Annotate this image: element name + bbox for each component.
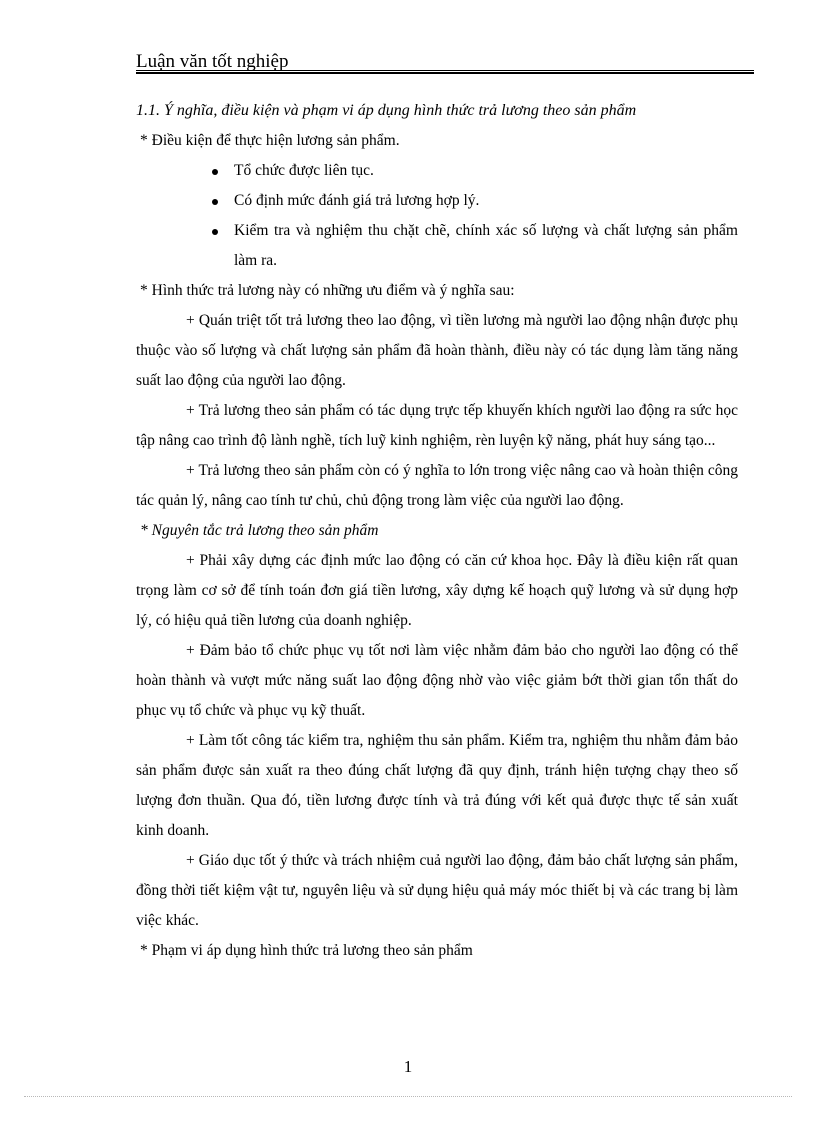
scope-heading: * Phạm vi áp dụng hình thức trả lương theo sản phẩm xyxy=(140,942,473,959)
document-body xyxy=(136,96,738,966)
list-item xyxy=(136,216,738,276)
list-item xyxy=(136,186,738,216)
list-item-text: Có định mức đánh giá trả lương hợp lý. xyxy=(234,192,480,209)
list-item-text: Tổ chức được liên tục. xyxy=(234,162,374,179)
bullet-icon xyxy=(212,199,218,205)
conditions-heading: * Điều kiện để thực hiện lương sản phẩm. xyxy=(140,132,400,149)
section-title: 1.1. Ý nghĩa, điều kiện và phạm vi áp dụng hình thức trả lương theo sản phẩm xyxy=(136,102,637,119)
conditions-list xyxy=(136,156,738,276)
advantages-heading: * Hình thức trả lương này có những ưu điểm và ý nghĩa sau: xyxy=(140,282,515,299)
header-rule-thick xyxy=(136,72,754,74)
principles-heading: * Nguyên tắc trả lương theo sản phẩm xyxy=(140,522,379,539)
header-title: Luận văn tốt nghiệp xyxy=(136,51,289,72)
header-rule-thin xyxy=(136,70,754,71)
page-bottom-border xyxy=(24,1096,792,1097)
principle-paragraph-3: + Làm tốt công tác kiểm tra, nghiệm thu sản phẩm. Kiểm tra, nghiệm thu nhằm đảm bảo sản phẩm được sản xuất ra theo đúng chất lượng đã quy định, tránh hiện tượng chạy theo số lượng đơn thuần. Qua đó, tiền lương được tính và trả đúng với kết quả được thực tế sản xuất kinh doanh. xyxy=(136,732,738,839)
bullet-icon xyxy=(212,169,218,175)
advantage-paragraph-1: + Quán triệt tốt trả lương theo lao động, vì tiền lương mà người lao động nhận được phụ thuộc vào số lượng và chất lượng sản phẩm đã hoàn thành, điều này có tác dụng làm tăng năng suất lao động của người lao động. xyxy=(136,312,738,389)
principle-paragraph-1: + Phải xây dựng các định mức lao động có căn cứ khoa học. Đây là điều kiện rất quan trọng làm cơ sở để tính toán đơn giá tiền lương, xây dựng kế hoạch quỹ lương và sử dụng hợp lý, có hiệu quả tiền lương của doanh nghiệp. xyxy=(136,552,738,629)
principle-paragraph-2: + Đảm bảo tổ chức phục vụ tốt nơi làm việc nhằm đảm bảo cho người lao động có thể hoàn thành và vượt mức năng suất lao động động nhờ vào việc giảm bớt thời gian tổn thất do phục vụ tổ chức và phục vụ kỹ thuất. xyxy=(136,642,738,719)
advantage-paragraph-2: + Trả lương theo sản phẩm có tác dụng trực tếp khuyến khích người lao động ra sức học tập nâng cao trình độ lành nghề, tích luỹ kinh nghiệm, rèn luyện kỹ năng, phát huy sáng tạo... xyxy=(136,402,738,449)
list-item-text: Kiểm tra và nghiệm thu chặt chẽ, chính xác số lượng và chất lượng sản phẩm làm ra. xyxy=(234,222,738,269)
advantage-paragraph-3: + Trả lương theo sản phẩm còn có ý nghĩa to lớn trong việc nâng cao và hoàn thiện công tác quản lý, nâng cao tính tư chủ, chủ động trong làm việc của người lao động. xyxy=(136,462,738,509)
page-number: 1 xyxy=(403,1057,413,1076)
list-item xyxy=(136,156,738,186)
principle-paragraph-4: + Giáo dục tốt ý thức và trách nhiệm cuả người lao động, đảm bảo chất lượng sản phẩm, đồng thời tiết kiệm vật tư, nguyên liệu và sử dụng hiệu quả máy móc thiết bị và các trang bị làm việc khác. xyxy=(136,852,738,929)
bullet-icon xyxy=(212,229,218,235)
